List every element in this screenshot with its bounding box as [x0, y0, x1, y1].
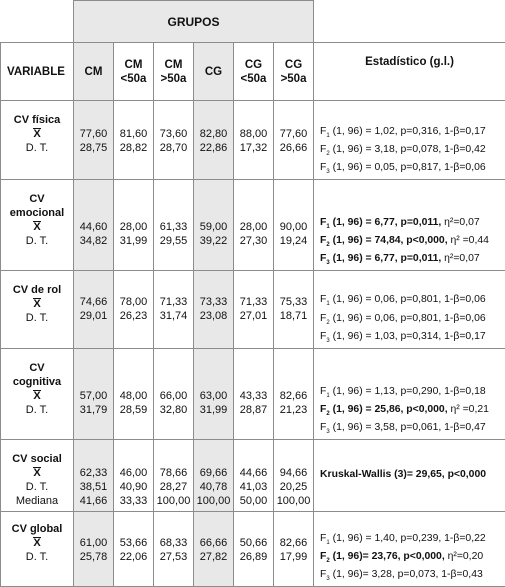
value-cell: 73,60 28,70: [154, 101, 194, 180]
table-row: [1, 101, 505, 180]
statistics-cell: [314, 271, 505, 348]
statistics-cell: [314, 511, 505, 586]
value-cell: 44,60 34,82: [74, 180, 114, 271]
value-cell: 68,33 27,53: [154, 511, 194, 586]
variable-name: CV física: [14, 114, 60, 126]
value-cell: 75,33 18,71: [274, 271, 314, 348]
value-cell: 57,00 31,79: [74, 348, 114, 439]
value-cell: 53,66 22,06: [114, 511, 154, 586]
value-cell: 63,00 31,99: [194, 348, 234, 439]
column-header-cm-under50: CM <50a: [114, 43, 154, 101]
value-cell: 48,00 28,59: [114, 348, 154, 439]
value-cell: 81,60 28,82: [114, 101, 154, 180]
value-cell: 74,66 29,01: [74, 271, 114, 348]
variable-header: VARIABLE: [1, 43, 74, 101]
stat-line: $F_3$ (1, 96) = 1,03, p=0,314, 1-β=0,17: [320, 331, 486, 342]
mean-symbol: X: [33, 536, 40, 550]
statistics-cell: [314, 101, 505, 180]
stat-line: $F_1$ (1, 96) = 1,02, p=0,316, 1-β=0,17: [320, 126, 486, 137]
value-cell: 78,66 28,27 100,00: [154, 439, 194, 511]
statistics-cell: [314, 180, 505, 271]
header-row-groups: [1, 1, 505, 43]
stat-line: $F_3$ (1, 96) = 0,05, p=0,817, 1-β=0,06: [320, 162, 486, 173]
variable-name: CV global: [12, 523, 63, 535]
table-row: [1, 271, 505, 348]
mean-symbol: X: [33, 297, 40, 311]
value-cell: 82,80 22,86: [194, 101, 234, 180]
value-cell: 43,33 28,87: [234, 348, 274, 439]
variable-cell: [1, 439, 74, 511]
value-cell: 61,33 29,55: [154, 180, 194, 271]
value-cell: 82,66 17,99: [274, 511, 314, 586]
value-cell: 44,66 41,03 50,00: [234, 439, 274, 511]
value-cell: 46,00 40,90 33,33: [114, 439, 154, 511]
sd-label: D. T.: [26, 481, 48, 493]
value-cell: 59,00 39,22: [194, 180, 234, 271]
variable-cell: CV emocional X D. T.: [1, 180, 74, 271]
column-header-cm-over50: CM >50a: [154, 43, 194, 101]
stat-line: $F_1$ (1, 96) = 1,13, p=0,290, 1-β=0,18: [320, 386, 486, 397]
mean-symbol: X: [33, 220, 40, 234]
value-cell: 94,66 20,25 100,00: [274, 439, 314, 511]
stat-line: $F_2$ (1, 96) = 3,18, p=0,078, 1-β=0,42: [320, 144, 486, 155]
table-row: [1, 439, 505, 511]
value-cell: 78,00 26,23: [114, 271, 154, 348]
value-cell: 71,33 31,74: [154, 271, 194, 348]
value-cell: 73,33 23,08: [194, 271, 234, 348]
statistic-header: Estadístico (g.l.): [314, 43, 505, 101]
stat-line: $F_3$ (1, 96) = 3,58, p=0,061, 1-β=0,47: [320, 422, 486, 433]
statistics-cell: [314, 439, 505, 511]
sd-label: D. T.: [26, 142, 48, 154]
value-cell: 77,60 26,66: [274, 101, 314, 180]
value-cell: 69,66 40,78 100,00: [194, 439, 234, 511]
column-header-cg-over50: CG >50a: [274, 43, 314, 101]
stat-line: $F_2$ (1, 96) = 25,86, p<0,000, η² =0,21: [320, 404, 489, 415]
sd-label: D. T.: [26, 312, 48, 324]
column-header-cg-under50: CG <50a: [234, 43, 274, 101]
stat-line: $F_1$ (1, 96) = 1,40, p=0,239, 1-β=0,22: [320, 533, 486, 544]
value-cell: 28,00 31,99: [114, 180, 154, 271]
value-cell: 66,66 27,82: [194, 511, 234, 586]
stat-line: $F_2$ (1, 96) = 0,06, p=0,801, 1-β=0,06: [320, 313, 486, 324]
variable-name: CV social: [12, 453, 62, 465]
sd-label: D. T.: [26, 404, 48, 416]
value-cell: 90,00 19,24: [274, 180, 314, 271]
stat-line: $F_1$ (1, 96) = 0,06, p=0,801, 1-β=0,06: [320, 294, 486, 305]
stat-line: $F_3$ (1, 96)= 3,28, p=0,073, 1-β=0,43: [320, 569, 483, 580]
table-row: [1, 511, 505, 586]
table-row: [1, 180, 505, 271]
value-cell: 28,00 27,30: [234, 180, 274, 271]
sd-label: D. T.: [26, 551, 48, 563]
groups-header: GRUPOS: [74, 1, 314, 43]
mean-symbol: X: [33, 389, 40, 403]
value-cell: 71,33 27,01: [234, 271, 274, 348]
value-cell: 88,00 17,32: [234, 101, 274, 180]
empty-corner-cell: [1, 1, 74, 43]
stat-line: $F_1$ (1, 96) = 6,77, p=0,011, η²=0,07: [320, 217, 480, 228]
value-cell: 62,33 38,51 41,66: [74, 439, 114, 511]
variable-cell: [1, 101, 74, 180]
stat-line: $F_2$ (1, 96) = 74,84, p<0,000, η² =0,44: [320, 235, 489, 246]
variable-name: CV de rol: [13, 284, 61, 296]
table-row: [1, 348, 505, 439]
value-cell: 77,60 28,75: [74, 101, 114, 180]
value-cell: 82,66 21,23: [274, 348, 314, 439]
header-row-columns: [1, 43, 505, 101]
stat-line: $F_2$ (1, 96)= 23,76, p<0,000, η²=0,20: [320, 551, 483, 562]
median-label: Mediana: [16, 495, 58, 507]
value-cell: 66,00 32,80: [154, 348, 194, 439]
stat-line: $F_3$ (1, 96) = 6,77, p=0,011, η²=0,07: [320, 253, 480, 264]
value-cell: 50,66 26,89: [234, 511, 274, 586]
mean-symbol: X: [33, 466, 40, 480]
variable-cell: [1, 511, 74, 586]
mean-symbol: X: [33, 127, 40, 141]
variable-name: cognitiva: [13, 376, 61, 388]
kruskal-wallis-result: Kruskal-Wallis (3)= 29,65, p<0,000: [320, 469, 486, 480]
sd-label: D. T.: [26, 235, 48, 247]
statistics-cell: [314, 348, 505, 439]
variable-name: emocional: [10, 207, 64, 219]
value-cell: 61,00 25,78: [74, 511, 114, 586]
column-header-cg: CG: [194, 43, 234, 101]
column-header-cm: CM: [74, 43, 114, 101]
variable-cell: CV cognitiva X D. T.: [1, 348, 74, 439]
variable-cell: [1, 271, 74, 348]
empty-corner-cell-right: [314, 1, 505, 43]
